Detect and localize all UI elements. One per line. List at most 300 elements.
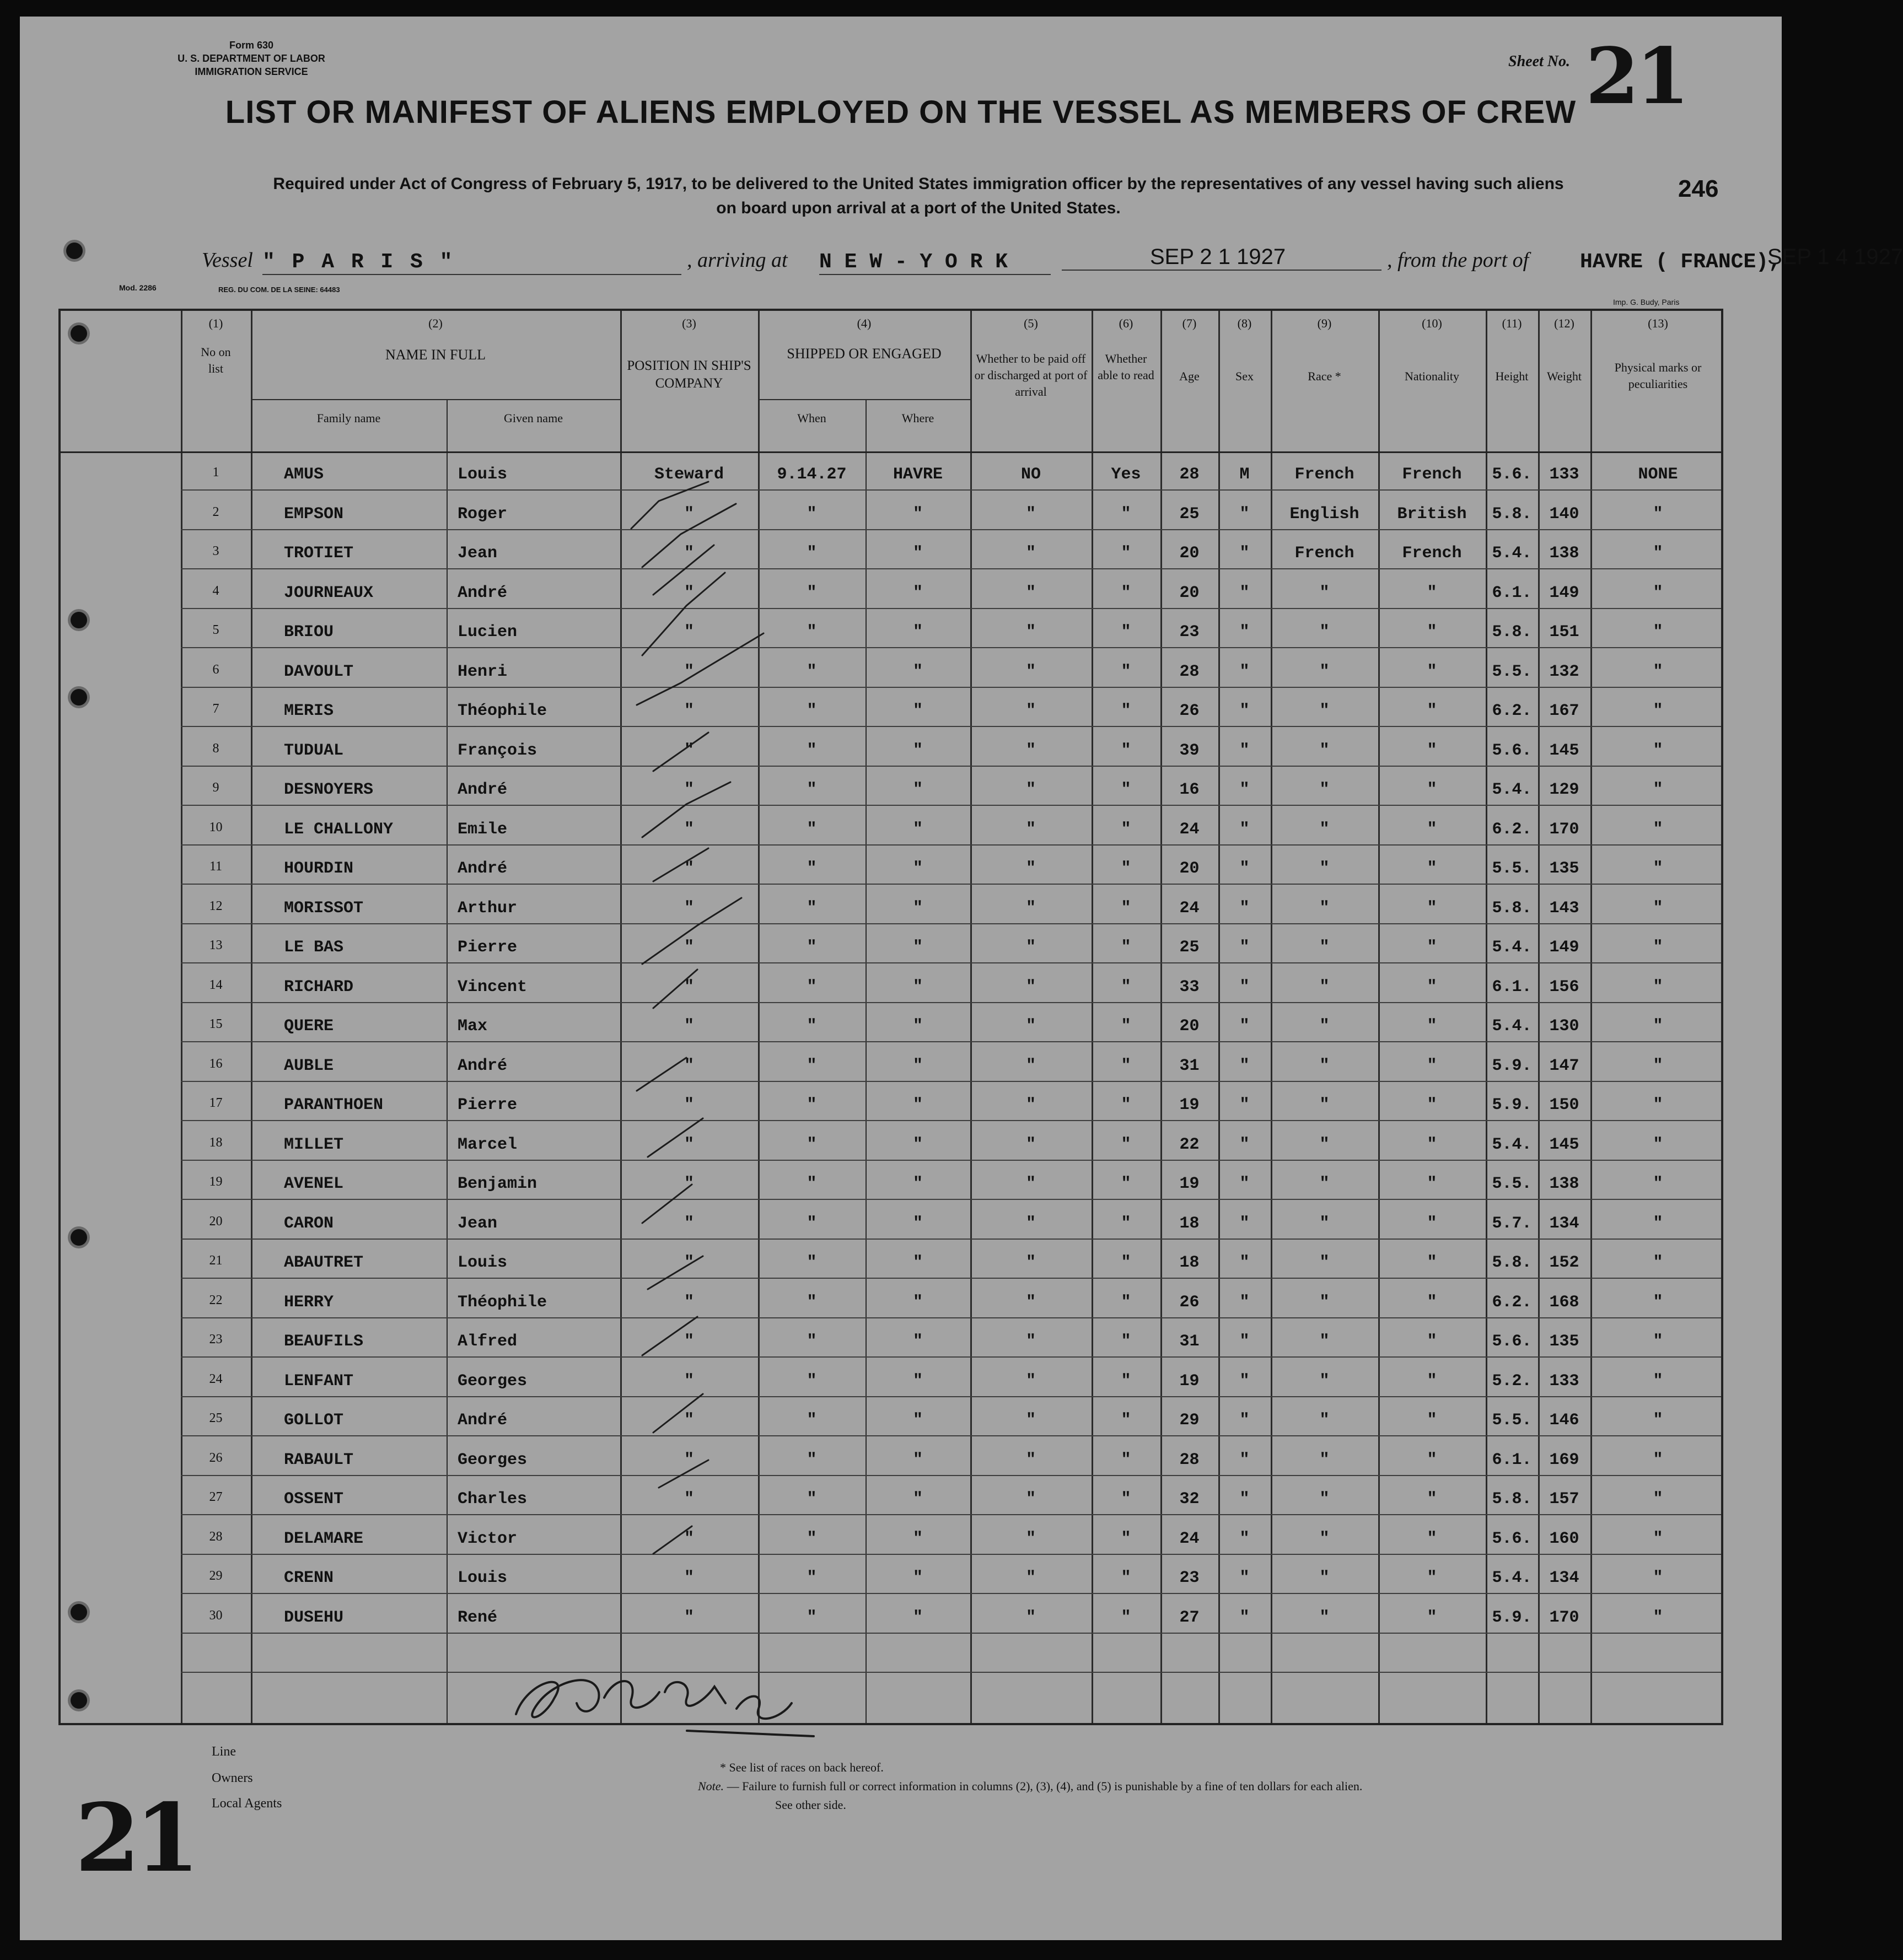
- cell-physical-marks: ": [1653, 1529, 1663, 1548]
- col-head-family: Family name: [316, 411, 381, 425]
- cell-race: ": [1319, 1135, 1330, 1154]
- cell-family-name: CRENN: [284, 1569, 334, 1587]
- table-row: [61, 899, 1725, 921]
- cell-shipped-when: ": [807, 1411, 817, 1430]
- cell-physical-marks: ": [1653, 1608, 1663, 1627]
- cell-position: ": [684, 1332, 694, 1351]
- row-rule: [181, 1317, 1721, 1318]
- cell-family-name: AVENEL: [284, 1175, 344, 1193]
- sheet-number-label: Sheet No.: [1508, 53, 1570, 70]
- cell-physical-marks: ": [1653, 977, 1663, 997]
- cell-physical-marks: ": [1653, 504, 1663, 524]
- cell-row-number: 29: [209, 1569, 223, 1583]
- cell-height: 5.6.: [1492, 1332, 1532, 1351]
- vessel-name: " P A R I S ": [262, 250, 681, 275]
- cell-able-to-read: ": [1121, 504, 1131, 524]
- cell-age: 24: [1179, 1529, 1200, 1548]
- cell-row-number: 24: [209, 1371, 223, 1386]
- cell-shipped-where: ": [912, 898, 923, 918]
- cell-family-name: MERIS: [284, 702, 334, 720]
- cell-row-number: 7: [212, 702, 219, 716]
- cell-paid-off: ": [1025, 780, 1036, 799]
- cell-position: ": [684, 977, 694, 997]
- cell-given-name: Victor: [458, 1529, 518, 1548]
- cell-weight: 167: [1549, 702, 1579, 720]
- cell-race: ": [1319, 1175, 1330, 1193]
- cell-race: ": [1319, 583, 1330, 602]
- cell-race: ": [1319, 1214, 1330, 1233]
- line-label: Line: [212, 1744, 236, 1759]
- cell-height: 5.8.: [1492, 898, 1532, 918]
- cell-nationality: ": [1427, 1371, 1437, 1391]
- cell-age: 31: [1179, 1056, 1200, 1075]
- cell-weight: 134: [1549, 1569, 1579, 1587]
- cell-weight: 170: [1549, 1608, 1579, 1627]
- cell-paid-off: ": [1025, 1371, 1036, 1391]
- cell-family-name: DAVOULT: [284, 662, 354, 681]
- cell-height: 5.7.: [1492, 1214, 1532, 1233]
- cell-nationality: ": [1427, 662, 1437, 681]
- cell-race: ": [1319, 662, 1330, 681]
- cell-race: ": [1319, 1411, 1330, 1430]
- col-num-12: (12): [1554, 316, 1574, 330]
- cell-sex: ": [1239, 1253, 1250, 1272]
- cell-weight: 147: [1549, 1056, 1579, 1075]
- cell-height: 6.1.: [1492, 977, 1532, 997]
- cell-age: 20: [1179, 583, 1200, 602]
- cell-row-number: 23: [209, 1332, 223, 1347]
- cell-paid-off: ": [1025, 938, 1036, 957]
- inspector-signature: [505, 1648, 836, 1742]
- cell-nationality: ": [1427, 1175, 1437, 1193]
- cell-nationality: ": [1427, 1096, 1437, 1114]
- cell-able-to-read: ": [1121, 544, 1131, 563]
- cell-position: ": [684, 741, 694, 760]
- cell-weight: 133: [1549, 1371, 1579, 1391]
- cell-row-number: 3: [212, 544, 219, 558]
- cell-family-name: AMUS: [284, 465, 324, 484]
- cell-family-name: RICHARD: [284, 977, 354, 997]
- cell-nationality: ": [1427, 583, 1437, 602]
- cell-given-name: Charles: [458, 1490, 528, 1509]
- cell-sex: ": [1239, 1175, 1250, 1193]
- cell-nationality: ": [1427, 1569, 1437, 1587]
- cell-race: ": [1319, 1253, 1330, 1272]
- cell-shipped-where: ": [912, 1608, 923, 1627]
- cell-shipped-where: ": [912, 504, 923, 524]
- header-rule: [758, 399, 970, 400]
- cell-able-to-read: ": [1121, 1293, 1131, 1312]
- cell-weight: 135: [1549, 859, 1579, 878]
- cell-paid-off: ": [1025, 1490, 1036, 1509]
- cell-shipped-when: ": [807, 1608, 817, 1627]
- cell-nationality: French: [1402, 544, 1462, 563]
- col-num-9: (9): [1317, 316, 1332, 330]
- cell-family-name: DELAMARE: [284, 1529, 364, 1548]
- cell-age: 26: [1179, 1293, 1200, 1312]
- cell-race: ": [1319, 820, 1330, 839]
- cell-paid-off: ": [1025, 1056, 1036, 1075]
- cell-height: 6.2.: [1492, 1293, 1532, 1312]
- cell-able-to-read: ": [1121, 1371, 1131, 1391]
- table-row: [61, 1490, 1725, 1512]
- cell-position: ": [684, 544, 694, 563]
- table-row: [61, 702, 1725, 724]
- cell-paid-off: ": [1025, 1332, 1036, 1351]
- cell-shipped-when: ": [807, 702, 817, 720]
- row-rule: [181, 766, 1721, 767]
- row-rule: [181, 1633, 1721, 1634]
- footer-labels: [212, 1737, 282, 1818]
- cell-shipped-when: ": [807, 1569, 817, 1587]
- cell-shipped-when: ": [807, 1017, 817, 1036]
- cell-nationality: ": [1427, 623, 1437, 642]
- col-num-3: (3): [682, 316, 696, 330]
- table-row: [61, 1214, 1725, 1236]
- cell-able-to-read: ": [1121, 1529, 1131, 1548]
- cell-physical-marks: ": [1653, 1332, 1663, 1351]
- department-name: U. S. DEPARTMENT OF LABOR: [178, 53, 325, 64]
- page-title: LIST OR MANIFEST OF ALIENS EMPLOYED ON THE VESSEL AS MEMBERS OF CREW: [225, 94, 1577, 130]
- cell-family-name: CARON: [284, 1214, 334, 1233]
- cell-paid-off: ": [1025, 583, 1036, 602]
- cell-given-name: Benjamin: [458, 1175, 537, 1193]
- cell-able-to-read: ": [1121, 1175, 1131, 1193]
- table-row: [61, 1135, 1725, 1157]
- cell-physical-marks: ": [1653, 898, 1663, 918]
- note-text: — Failure to furnish full or correct information in columns (2), (3), (4), and (5) is punishable by a fine of ten dollars for each alien.: [727, 1779, 1363, 1793]
- cell-age: 25: [1179, 938, 1200, 957]
- table-row: [61, 978, 1725, 1000]
- cell-age: 20: [1179, 544, 1200, 563]
- cell-age: 19: [1179, 1096, 1200, 1114]
- cell-nationality: ": [1427, 859, 1437, 878]
- cell-weight: 130: [1549, 1017, 1579, 1036]
- cell-shipped-where: HAVRE: [893, 465, 943, 484]
- cell-able-to-read: Yes: [1111, 465, 1141, 484]
- cell-position: ": [684, 504, 694, 524]
- cell-height: 5.9.: [1492, 1096, 1532, 1114]
- cell-height: 5.8.: [1492, 623, 1532, 642]
- cell-sex: ": [1239, 1490, 1250, 1509]
- row-rule: [181, 1120, 1721, 1121]
- cell-sex: ": [1239, 1096, 1250, 1114]
- col-num-2: (2): [428, 316, 443, 330]
- cell-weight: 145: [1549, 741, 1579, 760]
- cell-able-to-read: ": [1121, 898, 1131, 918]
- cell-age: 39: [1179, 741, 1200, 760]
- cell-family-name: DUSEHU: [284, 1608, 344, 1627]
- row-rule: [181, 1554, 1721, 1555]
- owners-label: Owners: [212, 1771, 253, 1785]
- departure-port: HAVRE ( FRANCE),: [1580, 250, 1781, 274]
- page-subtitle: [163, 172, 1674, 220]
- printer-credit: Imp. G. Budy, Paris: [1613, 298, 1680, 306]
- cell-height: 5.2.: [1492, 1371, 1532, 1391]
- cell-weight: 132: [1549, 662, 1579, 681]
- cell-nationality: ": [1427, 780, 1437, 799]
- cell-physical-marks: ": [1653, 1056, 1663, 1075]
- cell-position: ": [684, 1490, 694, 1509]
- cell-able-to-read: ": [1121, 1253, 1131, 1272]
- cell-race: ": [1319, 977, 1330, 997]
- cell-position: ": [684, 1214, 694, 1233]
- col-head-sex: Sex: [1235, 369, 1254, 383]
- subtitle-line-1: Required under Act of Congress of February 5, 1917, to be delivered to the United States immigration officer by the representatives of any vessel having such aliens: [273, 175, 1564, 193]
- cell-weight: 138: [1549, 1175, 1579, 1193]
- cell-family-name: JOURNEAUX: [284, 583, 374, 602]
- cell-height: 5.6.: [1492, 741, 1532, 760]
- cell-shipped-when: ": [807, 544, 817, 563]
- cell-shipped-where: ": [912, 1371, 923, 1391]
- cell-age: 23: [1179, 623, 1200, 642]
- cell-physical-marks: ": [1653, 623, 1663, 642]
- cell-paid-off: ": [1025, 1214, 1036, 1233]
- cell-sex: ": [1239, 938, 1250, 957]
- cell-sex: M: [1239, 465, 1250, 484]
- crew-table: [58, 309, 1723, 1725]
- cell-position: ": [684, 1056, 694, 1075]
- cell-given-name: Emile: [458, 820, 508, 839]
- cell-height: 6.1.: [1492, 1450, 1532, 1469]
- cell-nationality: ": [1427, 1017, 1437, 1036]
- cell-physical-marks: ": [1653, 662, 1663, 681]
- cell-race: French: [1294, 465, 1354, 484]
- cell-paid-off: ": [1025, 859, 1036, 878]
- cell-weight: 145: [1549, 1135, 1579, 1154]
- cell-age: 28: [1179, 662, 1200, 681]
- table-row: [61, 1253, 1725, 1275]
- table-row: [61, 505, 1725, 527]
- cell-nationality: ": [1427, 977, 1437, 997]
- manifest-sheet: [20, 17, 1903, 1940]
- cell-row-number: 13: [209, 938, 223, 952]
- cell-family-name: LE CHALLONY: [284, 820, 394, 839]
- col-head-no: No on list: [201, 345, 231, 375]
- vessel-label: Vessel: [202, 249, 253, 272]
- cell-race: ": [1319, 702, 1330, 720]
- arrival-date-stamp: SEP 2 1 1927: [1062, 245, 1381, 271]
- row-rule: [181, 1239, 1721, 1240]
- header-rule: [251, 399, 620, 400]
- cell-age: 25: [1179, 504, 1200, 524]
- cell-paid-off: ": [1025, 1253, 1036, 1272]
- cell-race: ": [1319, 741, 1330, 760]
- cell-shipped-when: ": [807, 1175, 817, 1193]
- cell-age: 31: [1179, 1332, 1200, 1351]
- cell-shipped-where: ": [912, 1529, 923, 1548]
- cell-age: 18: [1179, 1253, 1200, 1272]
- cell-row-number: 2: [212, 504, 219, 519]
- cell-shipped-where: ": [912, 1490, 923, 1509]
- agents-label: Local Agents: [212, 1796, 282, 1811]
- cell-family-name: TROTIET: [284, 544, 354, 563]
- cell-shipped-where: ": [912, 820, 923, 839]
- cell-sex: ": [1239, 504, 1250, 524]
- cell-race: ": [1319, 898, 1330, 918]
- cell-height: 5.4.: [1492, 1017, 1532, 1036]
- col-num-6: (6): [1119, 316, 1133, 330]
- cell-paid-off: NO: [1020, 465, 1041, 484]
- cell-weight: 140: [1549, 504, 1579, 524]
- cell-shipped-when: ": [807, 1096, 817, 1114]
- cell-height: 5.8.: [1492, 1253, 1532, 1272]
- cell-shipped-when: ": [807, 662, 817, 681]
- cell-shipped-where: ": [912, 977, 923, 997]
- cell-row-number: 21: [209, 1253, 223, 1268]
- col-num-8: (8): [1237, 316, 1252, 330]
- cell-family-name: LENFANT: [284, 1371, 354, 1391]
- cell-given-name: André: [458, 1056, 508, 1075]
- table-row: [61, 1175, 1725, 1197]
- cell-age: 19: [1179, 1371, 1200, 1391]
- sheet-number: 21: [1585, 31, 1686, 122]
- cell-paid-off: ": [1025, 1175, 1036, 1193]
- cell-shipped-where: ": [912, 1175, 923, 1193]
- cell-family-name: LE BAS: [284, 938, 344, 957]
- header-rule: [61, 451, 1721, 453]
- cell-height: 6.2.: [1492, 702, 1532, 720]
- cell-family-name: EMPSON: [284, 504, 344, 524]
- cell-given-name: Louis: [458, 1569, 508, 1587]
- departure-date-stamp: SEP 1 4 1927: [1767, 245, 1903, 269]
- cell-paid-off: ": [1025, 820, 1036, 839]
- cell-race: ": [1319, 1490, 1330, 1509]
- row-rule: [181, 608, 1721, 609]
- cell-nationality: French: [1402, 465, 1462, 484]
- cell-weight: 152: [1549, 1253, 1579, 1272]
- cell-physical-marks: NONE: [1638, 465, 1678, 484]
- row-rule: [181, 568, 1721, 569]
- cell-shipped-where: ": [912, 1214, 923, 1233]
- col-head-shipped: SHIPPED OR ENGAGED: [787, 346, 942, 362]
- col-head-given: Given name: [504, 411, 563, 425]
- cell-nationality: ": [1427, 938, 1437, 957]
- cell-age: 28: [1179, 1450, 1200, 1469]
- cell-position: ": [684, 1135, 694, 1154]
- cell-given-name: Alfred: [458, 1332, 518, 1351]
- cell-able-to-read: ": [1121, 1490, 1131, 1509]
- cell-shipped-where: ": [912, 780, 923, 799]
- cell-row-number: 22: [209, 1293, 223, 1307]
- cell-family-name: BEAUFILS: [284, 1332, 364, 1351]
- cell-able-to-read: ": [1121, 1450, 1131, 1469]
- cell-given-name: André: [458, 859, 508, 878]
- row-rule: [181, 1081, 1721, 1082]
- cell-shipped-where: ": [912, 741, 923, 760]
- cell-shipped-when: ": [807, 1135, 817, 1154]
- row-rule: [181, 1278, 1721, 1279]
- cell-shipped-where: ": [912, 1569, 923, 1587]
- cell-paid-off: ": [1025, 1450, 1036, 1469]
- cell-able-to-read: ": [1121, 1017, 1131, 1036]
- cell-weight: 169: [1549, 1450, 1579, 1469]
- cell-physical-marks: ": [1653, 583, 1663, 602]
- cell-age: 26: [1179, 702, 1200, 720]
- cell-weight: 170: [1549, 820, 1579, 839]
- service-name: IMMIGRATION SERVICE: [195, 66, 308, 77]
- cell-paid-off: ": [1025, 1411, 1036, 1430]
- cell-sex: ": [1239, 1293, 1250, 1312]
- cell-sex: ": [1239, 741, 1250, 760]
- form-header: [130, 39, 373, 78]
- col-head-height: Height: [1495, 369, 1529, 383]
- cell-family-name: BRIOU: [284, 623, 334, 642]
- table-row: [61, 1096, 1725, 1118]
- cell-given-name: Jean: [458, 544, 498, 563]
- cell-family-name: HOURDIN: [284, 859, 354, 878]
- cell-shipped-when: ": [807, 1490, 817, 1509]
- cell-physical-marks: ": [1653, 1569, 1663, 1587]
- cell-row-number: 17: [209, 1096, 223, 1110]
- col-head-race: Race *: [1308, 369, 1341, 383]
- cell-able-to-read: ": [1121, 583, 1131, 602]
- cell-paid-off: ": [1025, 662, 1036, 681]
- cell-shipped-when: ": [807, 583, 817, 602]
- cell-given-name: Roger: [458, 504, 508, 524]
- cell-shipped-when: ": [807, 1371, 817, 1391]
- cell-position: ": [684, 1529, 694, 1548]
- cell-given-name: Pierre: [458, 1096, 518, 1114]
- cell-position: ": [684, 938, 694, 957]
- cell-weight: 156: [1549, 977, 1579, 997]
- cell-age: 32: [1179, 1490, 1200, 1509]
- cell-able-to-read: ": [1121, 1096, 1131, 1114]
- cell-physical-marks: ": [1653, 1253, 1663, 1272]
- cell-paid-off: ": [1025, 504, 1036, 524]
- cell-age: 22: [1179, 1135, 1200, 1154]
- cell-race: ": [1319, 1529, 1330, 1548]
- cell-position: ": [684, 1411, 694, 1430]
- col-num-10: (10): [1422, 316, 1442, 330]
- cell-shipped-where: ": [912, 1017, 923, 1036]
- col-head-when: When: [797, 411, 826, 425]
- cell-shipped-when: ": [807, 898, 817, 918]
- cell-paid-off: ": [1025, 1293, 1036, 1312]
- row-rule: [181, 1514, 1721, 1515]
- cell-able-to-read: ": [1121, 977, 1131, 997]
- cell-age: 18: [1179, 1214, 1200, 1233]
- col-head-paid: Whether to be paid off or discharged at port of arrival: [974, 352, 1088, 399]
- cell-row-number: 26: [209, 1450, 223, 1465]
- cell-family-name: AUBLE: [284, 1056, 334, 1075]
- cell-weight: 149: [1549, 938, 1579, 957]
- arriving-label: , arriving at: [687, 249, 788, 272]
- cell-nationality: ": [1427, 1214, 1437, 1233]
- cell-family-name: MORISSOT: [284, 898, 364, 918]
- cell-position: ": [684, 1371, 694, 1391]
- cell-row-number: 25: [209, 1411, 223, 1425]
- row-rule: [181, 726, 1721, 727]
- cell-able-to-read: ": [1121, 859, 1131, 878]
- cell-family-name: HERRY: [284, 1293, 334, 1312]
- cell-physical-marks: ": [1653, 702, 1663, 720]
- cell-position: ": [684, 1293, 694, 1312]
- binder-hole: [66, 243, 83, 259]
- table-row: [61, 1332, 1725, 1354]
- cell-row-number: 18: [209, 1135, 223, 1150]
- races-note: * See list of races on back hereof.: [720, 1760, 884, 1774]
- row-rule: [181, 1041, 1721, 1042]
- cell-able-to-read: ": [1121, 662, 1131, 681]
- cell-position: ": [684, 623, 694, 642]
- cell-physical-marks: ": [1653, 859, 1663, 878]
- cell-sex: ": [1239, 1056, 1250, 1075]
- cell-shipped-when: ": [807, 938, 817, 957]
- cell-sex: ": [1239, 820, 1250, 839]
- row-rule: [181, 805, 1721, 806]
- cell-row-number: 8: [212, 741, 219, 756]
